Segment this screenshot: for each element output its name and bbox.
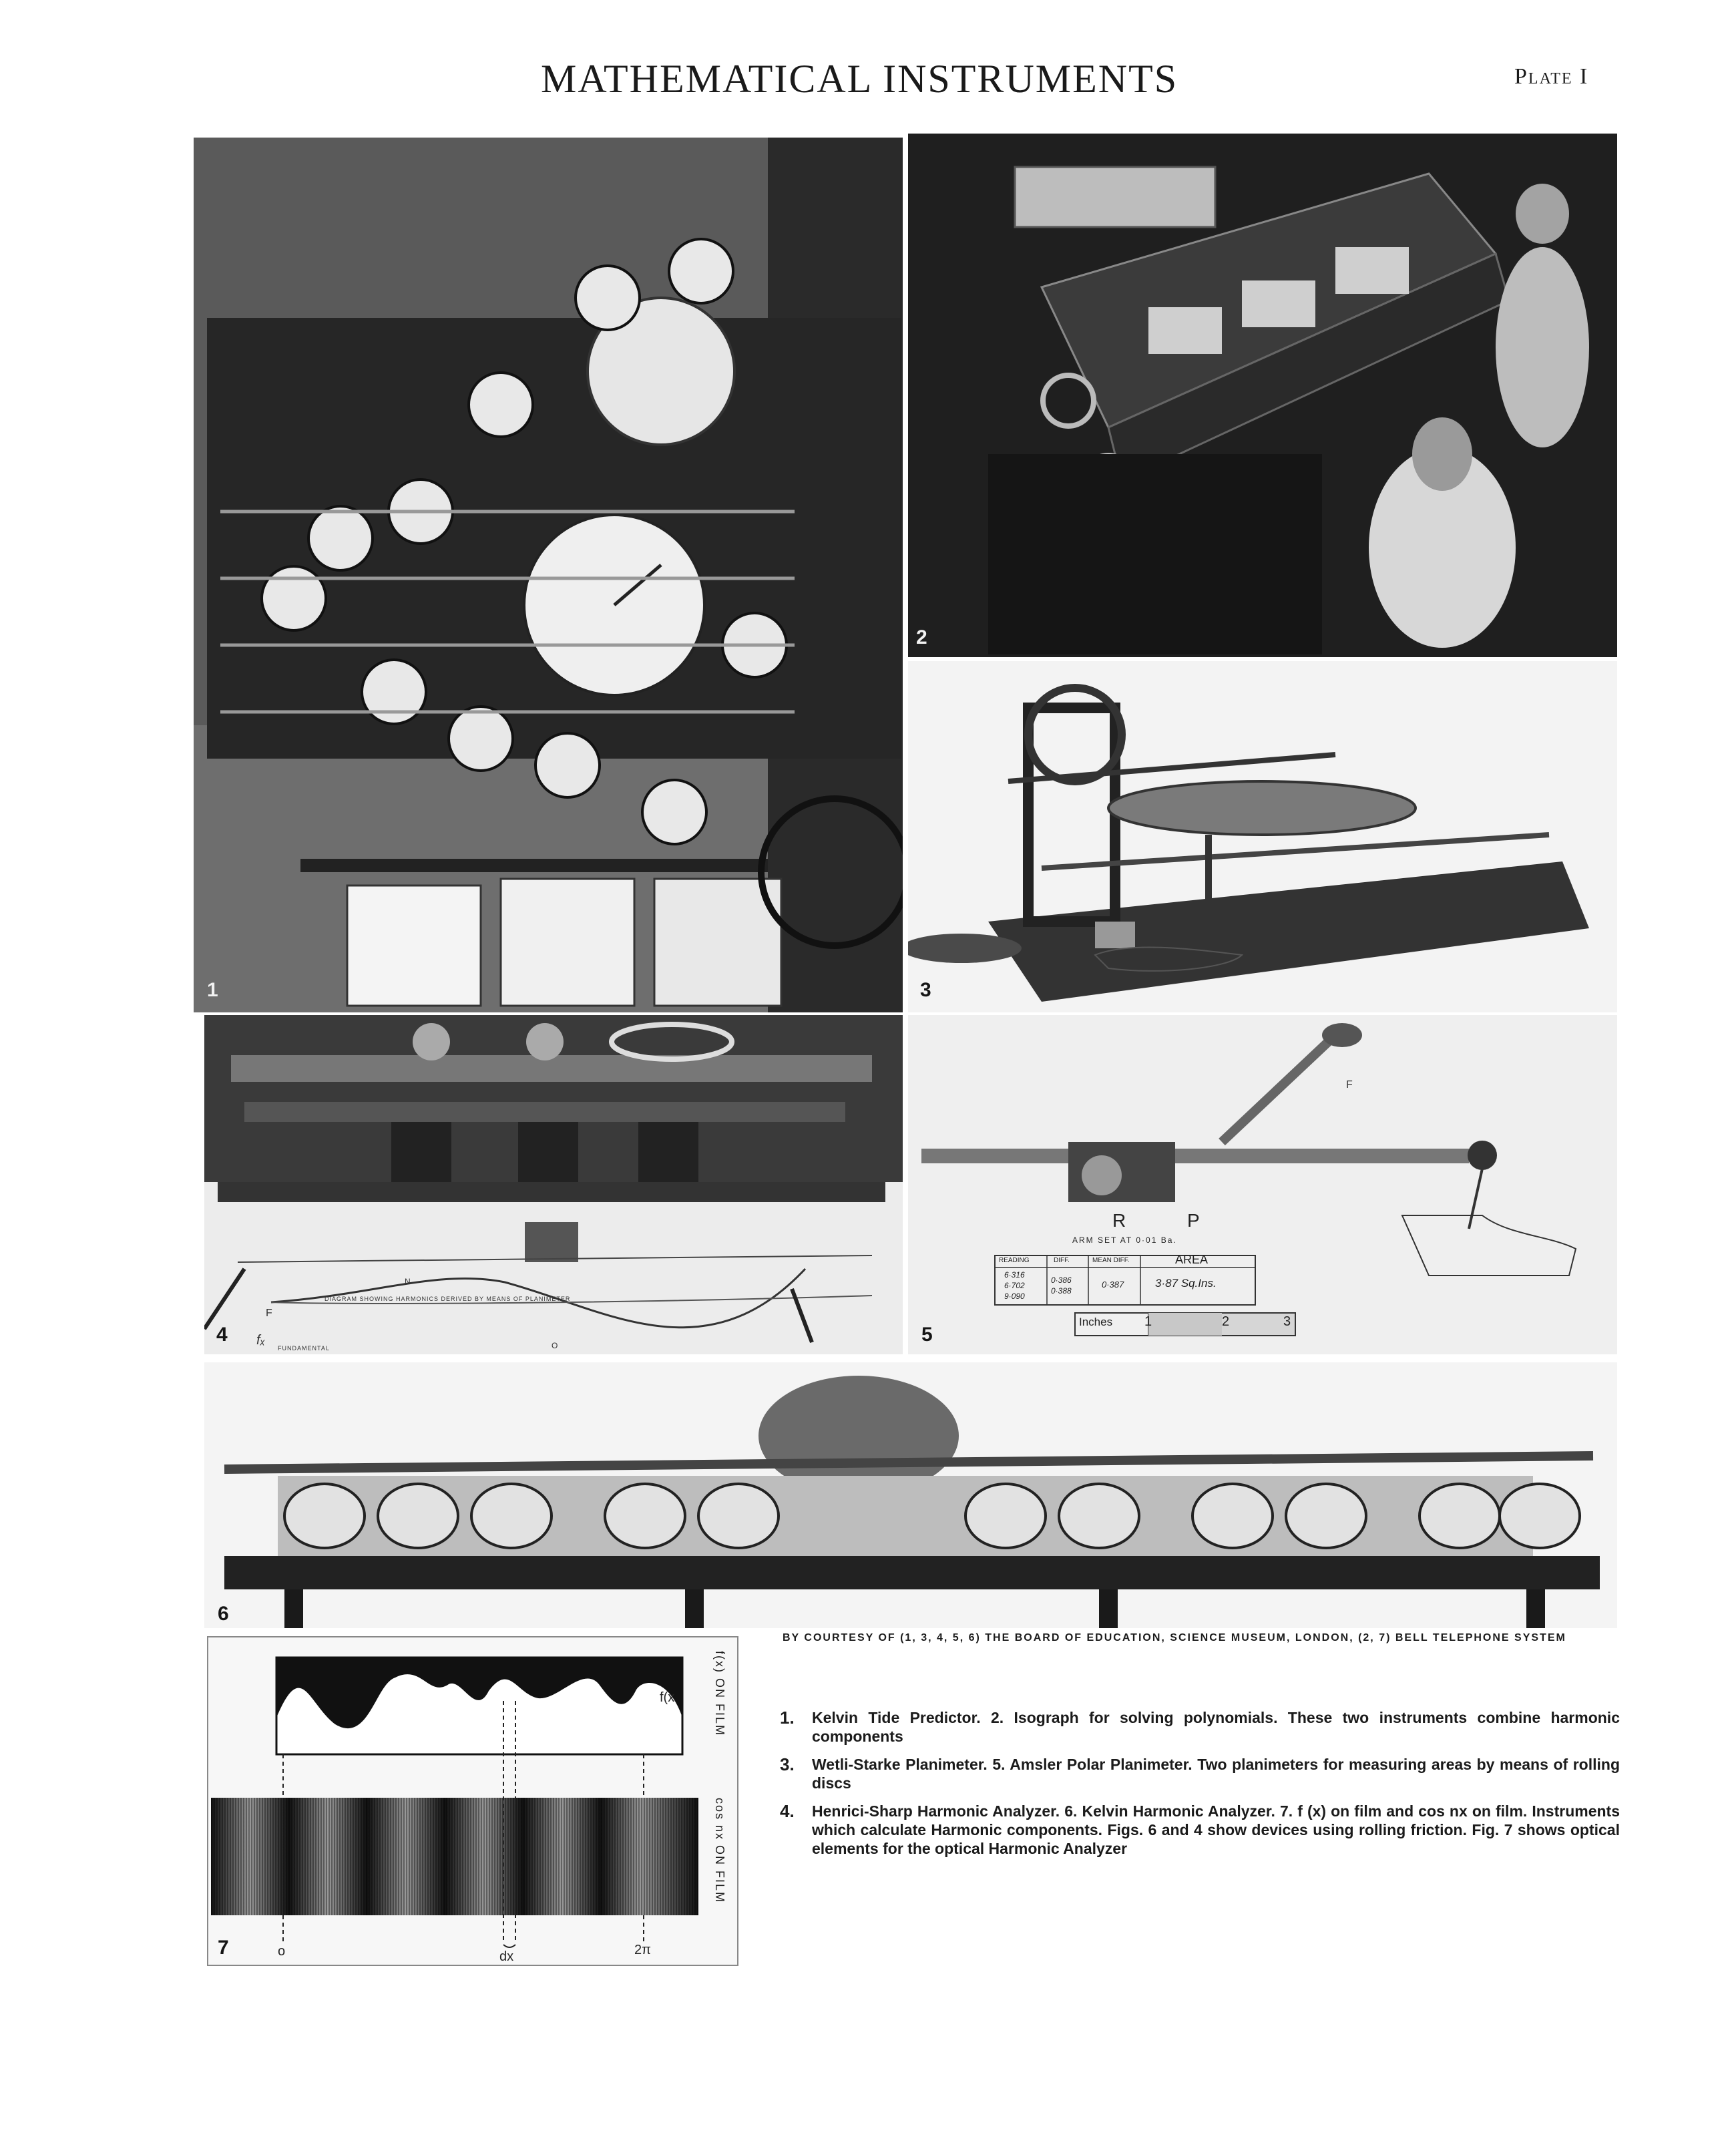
fig5-reading-1: 6·316 <box>1004 1270 1025 1280</box>
courtesy-credit: BY COURTESY OF (1, 3, 4, 5, 6) THE BOARD OF EDUCATION, SCIENCE MUSEUM, LONDON, (2, 7) BELL TELEPHONE SYSTEM <box>783 1632 1566 1643</box>
isograph-illustration <box>908 134 1617 657</box>
fig7-fx-side: f(x) ON FILM <box>713 1651 726 1736</box>
fig7-dx: dx <box>499 1949 514 1964</box>
fig5-header-reading: READING <box>999 1257 1030 1264</box>
figure-5-number: 5 <box>921 1324 933 1346</box>
caption-3-text: Henrici-Sharp Harmonic Analyzer. 6. Kelvin Harmonic Analyzer. 7. f (x) on film and cos nx on film. Instruments which calculate Harmonic components. Figs. 6 and 4 show devices using rolling friction. Fig. 7 shows optical elements for the optical Harmonic Analyzer <box>812 1802 1620 1857</box>
fig5-ruler-label: Inches <box>1079 1316 1113 1328</box>
fig7-zero: o <box>278 1944 286 1959</box>
caption-1 <box>780 1708 1620 1746</box>
page-title: MATHEMATICAL INSTRUMENTS <box>541 57 1178 101</box>
polar-planimeter-illustration <box>908 1015 1617 1354</box>
figure-2-number: 2 <box>916 626 927 648</box>
fig5-ruler-1: 1 <box>1144 1314 1152 1329</box>
figure-1-number: 1 <box>207 979 218 1001</box>
fig7-fx-curve: f(x <box>660 1690 675 1705</box>
fig5-header-area: AREA <box>1175 1253 1209 1266</box>
fig5-ruler-2: 2 <box>1222 1314 1230 1329</box>
figure-4-number: 4 <box>216 1324 228 1346</box>
fig5-arm-set: ARM SET AT 0·01 Ba. <box>1072 1235 1177 1245</box>
fig4-label-n: N <box>405 1277 411 1286</box>
fig5-label-p: P <box>1187 1210 1200 1231</box>
harmonic-analyzer-illustration <box>204 1015 903 1354</box>
fig4-label-fx: fₓ <box>256 1333 266 1348</box>
plate-label: Plate I <box>1514 64 1589 89</box>
kelvin-analyzer-illustration <box>204 1362 1617 1628</box>
caption-1-lead: 1. <box>780 1708 795 1728</box>
tide-predictor-illustration <box>194 138 903 1012</box>
figure-captions <box>780 1708 1620 1867</box>
optical-analyzer-diagram <box>208 1637 737 1965</box>
fig5-ruler-3: 3 <box>1283 1314 1291 1329</box>
figure-7-diagram <box>207 1636 738 1966</box>
fig5-diff-1: 0·386 <box>1051 1276 1072 1285</box>
caption-1-text: Kelvin Tide Predictor. 2. Isograph for solving polynomials. These two instruments combine harmonic components <box>812 1709 1620 1745</box>
fig5-diff-2: 0·388 <box>1051 1286 1072 1296</box>
fig4-label-o: O <box>552 1341 558 1350</box>
planimeter-illustration <box>908 661 1617 1012</box>
fig5-mean-diff: 0·387 <box>1102 1280 1124 1290</box>
fig5-reading-3: 9·090 <box>1004 1292 1025 1301</box>
figure-1-photo <box>194 138 903 1012</box>
caption-3 <box>780 1802 1620 1858</box>
caption-3-lead: 4. <box>780 1801 795 1821</box>
fig5-area: 3·87 Sq.Ins. <box>1155 1277 1217 1290</box>
figure-4-photo <box>204 1015 903 1354</box>
fig7-cos-side: cos nx ON FILM <box>713 1798 726 1904</box>
fig4-curve-text: DIAGRAM SHOWING HARMONICS DERIVED BY MEANS OF PLANIMETER <box>324 1296 571 1302</box>
caption-2 <box>780 1755 1620 1792</box>
fig4-fundamental: FUNDAMENTAL <box>278 1345 330 1352</box>
caption-2-text: Wetli-Starke Planimeter. 5. Amsler Polar Planimeter. Two planimeters for measuring areas by means of rolling discs <box>812 1756 1620 1792</box>
figure-3-number: 3 <box>920 979 931 1001</box>
figure-6-number: 6 <box>218 1603 229 1625</box>
fig7-two-pi: 2π <box>634 1943 651 1957</box>
fig5-label-r: R <box>1112 1210 1126 1231</box>
figure-5-photo <box>908 1015 1617 1354</box>
fig4-label-f: F <box>266 1308 272 1319</box>
figure-6-photo <box>204 1362 1617 1628</box>
fig5-reading-2: 6·702 <box>1004 1281 1025 1290</box>
figure-3-photo <box>908 661 1617 1012</box>
figure-7-number: 7 <box>218 1937 229 1959</box>
figure-2-photo <box>908 134 1617 657</box>
caption-2-lead: 3. <box>780 1754 795 1774</box>
fig5-header-diff: DIFF. <box>1054 1257 1070 1264</box>
fig5-label-f: F <box>1346 1079 1353 1091</box>
fig5-header-mean: MEAN DIFF. <box>1092 1257 1130 1264</box>
